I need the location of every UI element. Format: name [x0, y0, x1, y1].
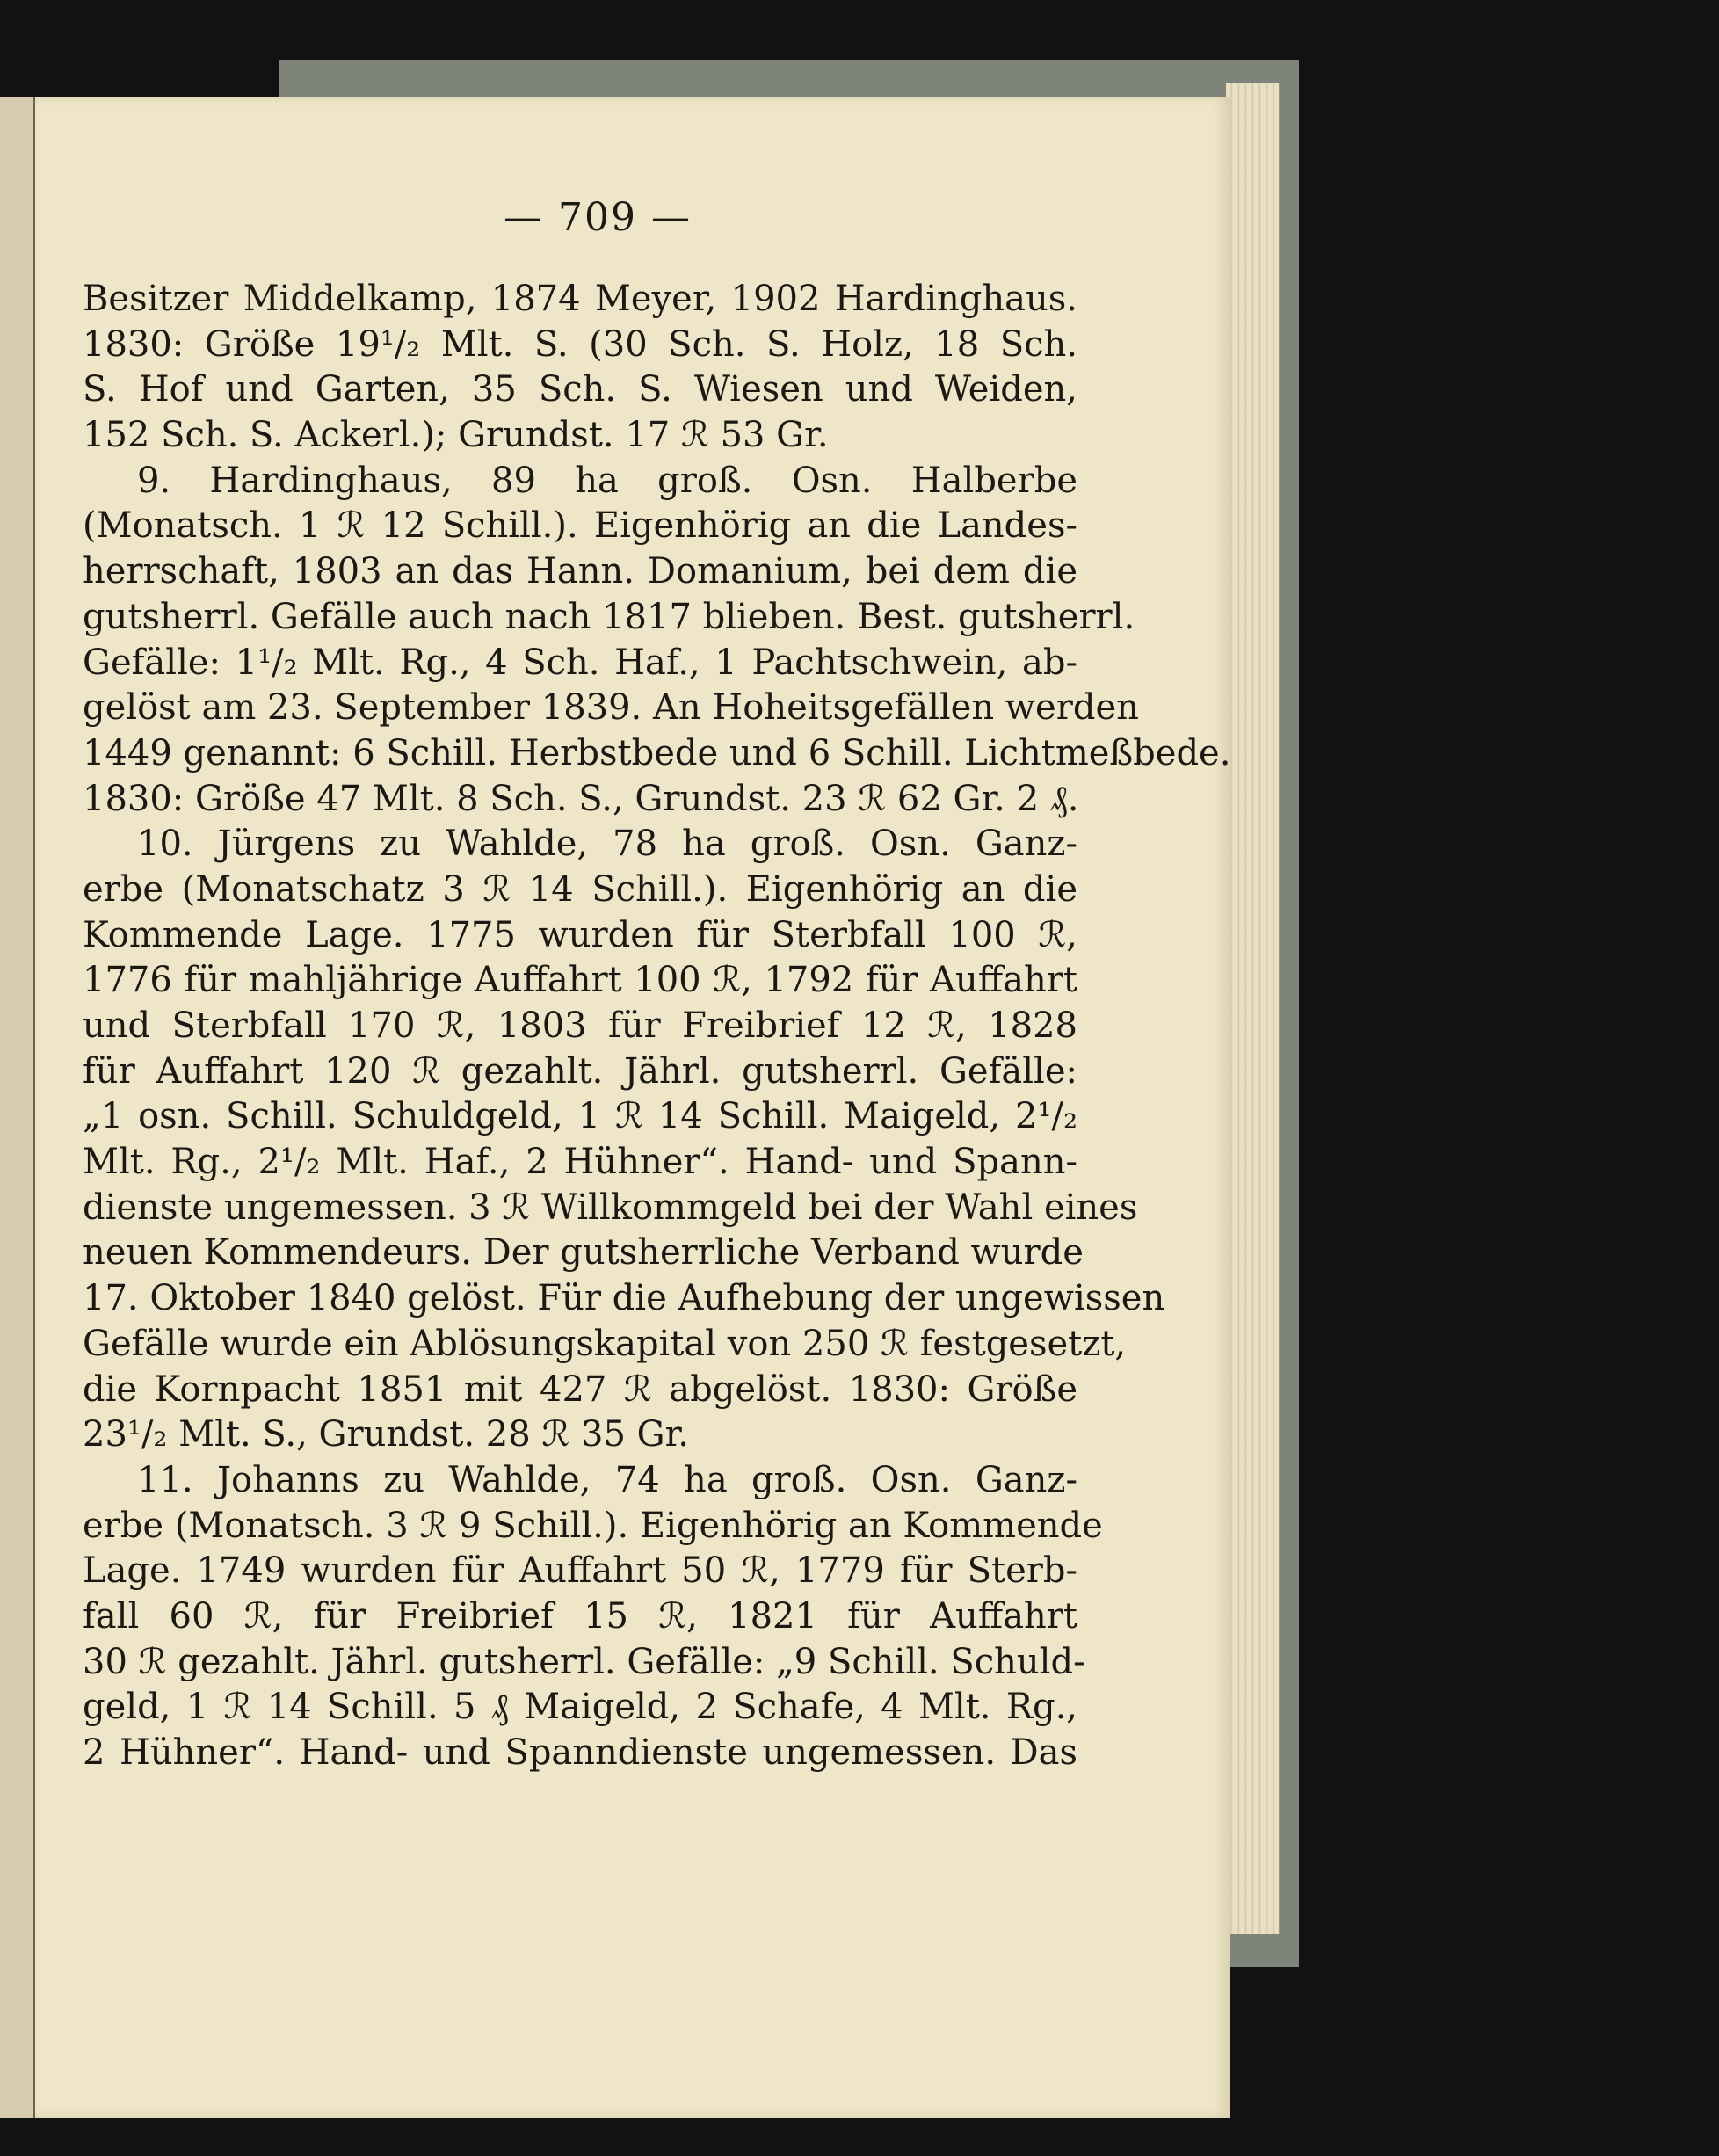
text-line: herrschaft, 1803 an das Hann. Domanium, bei dem die	[83, 551, 1077, 592]
text-line: 1830: Größe 19¹/₂ Mlt. S. (30 Sch. S. Holz, 18 Sch.	[83, 323, 1077, 365]
text-line: 10. Jürgens zu Wahlde, 78 ha groß. Osn. Ganz-	[137, 824, 1077, 865]
text-line: Gefälle: 1¹/₂ Mlt. Rg., 4 Sch. Haf., 1 Pachtschwein, ab-	[83, 642, 1077, 683]
text-line: Besitzer Middelkamp, 1874 Meyer, 1902 Hardinghaus.	[83, 279, 1077, 319]
page-number: — 709 —	[504, 195, 692, 240]
text-line: geld, 1 ℛ 14 Schill. 5 ₰ Maigeld, 2 Schafe, 4 Mlt. Rg.,	[83, 1687, 1077, 1728]
text-line: erbe (Monatsch. 3 ℛ 9 Schill.). Eigenhörig an Kommende	[83, 1505, 1103, 1546]
text-line: 152 Sch. S. Ackerl.); Grundst. 17 ℛ 53 Gr.	[83, 415, 829, 456]
previous-page-edge	[0, 97, 35, 2118]
text-line: „1 osn. Schill. Schuldgeld, 1 ℛ 14 Schill. Maigeld, 2¹/₂	[83, 1096, 1077, 1137]
text-line: 2 Hühner“. Hand- und Spanndienste ungemessen. Das	[83, 1732, 1077, 1773]
text-line: 1449 genannt: 6 Schill. Herbstbede und 6 Schill. Lichtmeßbede.	[83, 732, 1231, 773]
text-line: gelöst am 23. September 1839. An Hoheitsgefällen werden	[83, 687, 1139, 729]
text-line: Mlt. Rg., 2¹/₂ Mlt. Haf., 2 Hühner“. Hand- und Spann-	[83, 1142, 1077, 1183]
page-body-text	[83, 277, 1231, 1776]
text-line: die Kornpacht 1851 mit 427 ℛ abgelöst. 1830: Größe	[83, 1368, 1077, 1410]
text-line: 30 ℛ gezahlt. Jährl. gutsherrl. Gefälle: „9 Schill. Schuld-	[83, 1641, 1085, 1682]
text-line: erbe (Monatschatz 3 ℛ 14 Schill.). Eigenhörig an die	[83, 868, 1077, 910]
text-line: neuen Kommendeurs. Der gutsherrliche Verband wurde	[83, 1232, 1084, 1274]
page-edge-stack	[1226, 83, 1280, 1934]
text-line: 17. Oktober 1840 gelöst. Für die Aufhebung der ungewissen	[83, 1278, 1165, 1319]
text-line: 1776 für mahljährige Auffahrt 100 ℛ, 1792 für Auffahrt	[83, 960, 1077, 1001]
text-line: dienste ungemessen. 3 ℛ Willkommgeld bei der Wahl eines	[83, 1187, 1138, 1228]
text-line: 9. Hardinghaus, 89 ha groß. Osn. Halberbe	[137, 460, 1077, 501]
text-line: Kommende Lage. 1775 wurden für Sterbfall 100 ℛ,	[83, 914, 1077, 955]
book-page	[35, 97, 1230, 2118]
text-line: 1830: Größe 47 Mlt. 8 Sch. S., Grundst. 23 ℛ 62 Gr. 2 ₰.	[83, 778, 1079, 819]
text-line: und Sterbfall 170 ℛ, 1803 für Freibrief 12 ℛ, 1828	[83, 1005, 1077, 1046]
text-line: fall 60 ℛ, für Freibrief 15 ℛ, 1821 für Auffahrt	[83, 1595, 1077, 1637]
text-line: 23¹/₂ Mlt. S., Grundst. 28 ℛ 35 Gr.	[83, 1414, 690, 1455]
text-line: Lage. 1749 wurden für Auffahrt 50 ℛ, 1779 für Sterb-	[83, 1550, 1077, 1592]
text-line: (Monatsch. 1 ℛ 12 Schill.). Eigenhörig an die Landes-	[83, 505, 1077, 547]
text-line: gutsherrl. Gefälle auch nach 1817 blieben. Best. gutsherrl.	[83, 596, 1135, 637]
text-line: 11. Johanns zu Wahlde, 74 ha groß. Osn. Ganz-	[137, 1459, 1077, 1500]
text-line: für Auffahrt 120 ℛ gezahlt. Jährl. gutsherrl. Gefälle:	[83, 1050, 1077, 1092]
text-line: S. Hof und Garten, 35 Sch. S. Wiesen und Weiden,	[83, 369, 1077, 410]
text-line: Gefälle wurde ein Ablösungskapital von 250 ℛ festgesetzt,	[83, 1323, 1127, 1364]
